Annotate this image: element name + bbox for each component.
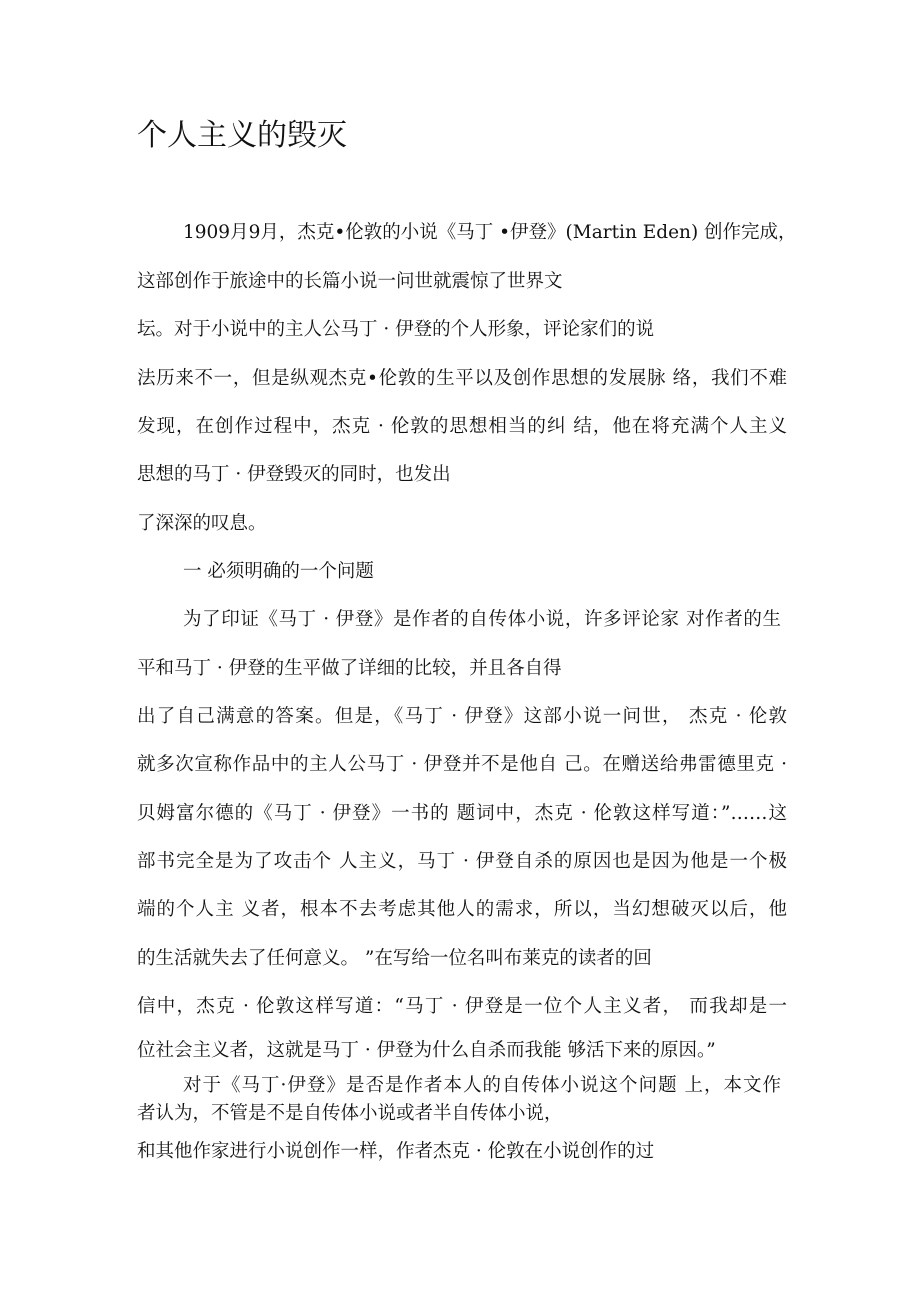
body-line-4: 法历来不一，但是纵观杰克•伦敦的生平以及创作思想的发展脉 络，我们不难 bbox=[137, 368, 787, 389]
body-line-5: 发现，在创作过程中，杰克 · 伦敦的思想相当的纠 结，他在将充满个人主义 bbox=[137, 416, 787, 437]
body-line-20: 者认为，不管是不是自传体小说或者半自传体小说， bbox=[137, 1103, 563, 1124]
body-line-21: 和其他作家进行小说创作一样，作者杰克 · 伦敦在小说创作的过 bbox=[137, 1141, 655, 1162]
body-line-2: 这部创作于旅途中的长篇小说一问世就震惊了世界文 bbox=[137, 271, 563, 292]
body-line-13: 贝姆富尔德的《马丁 · 伊登》一书的 题词中，杰克 · 伦敦这样写道：”……这 bbox=[137, 803, 787, 824]
body-line-14: 部书完全是为了攻击个 人主义，马丁 · 伊登自杀的原因也是因为他是一个极 bbox=[137, 851, 787, 872]
body-line-9: 为了印证《马丁 · 伊登》是作者的自传体小说，许多评论家 对作者的生 bbox=[183, 609, 781, 630]
body-line-18: 位社会主义者，这就是马丁 · 伊登为什么自杀而我能 够活下来的原因。” bbox=[137, 1040, 716, 1061]
section-heading: 一 必须明确的一个问题 bbox=[183, 561, 374, 582]
body-line-19: 对于《马丁·伊登》是否是作者本人的自传体小说这个问题 上，本文作 bbox=[183, 1075, 781, 1096]
body-line-3: 坛。对于小说中的主人公马丁 · 伊登的个人形象，评论家们的说 bbox=[137, 319, 655, 340]
body-line-15: 端的个人主 义者，根本不去考虑其他人的需求，所以，当幻想破灭以后，他 bbox=[137, 899, 787, 920]
body-line-7: 了深深的叹息。 bbox=[137, 513, 267, 534]
body-line-6: 思想的马丁 · 伊登毁灭的同时，也发出 bbox=[137, 464, 451, 485]
document-title: 个人主义的毁灭 bbox=[137, 118, 347, 153]
body-line-16: 的生活就失去了任何意义。 ”在写给一位名叫布莱克的读者的回 bbox=[137, 948, 652, 969]
body-line-17: 信中，杰克 · 伦敦这样写道：“马丁 · 伊登是一位个人主义者， 而我却是一 bbox=[137, 996, 787, 1017]
body-line-11: 出了自己满意的答案。但是，《马丁 · 伊登》这部小说一问世， 杰克 · 伦敦 bbox=[137, 706, 787, 727]
body-line-10: 平和马丁 · 伊登的生平做了详细的比较，并且各自得 bbox=[137, 658, 562, 679]
body-line-12: 就多次宣称作品中的主人公马丁 · 伊登并不是他自 己。在赠送给弗雷德里克 · bbox=[137, 754, 787, 775]
body-line-1: 1909月9月，杰克•伦敦的小说《马丁 •伊登》(Martin Eden) 创作完成， bbox=[183, 222, 797, 243]
